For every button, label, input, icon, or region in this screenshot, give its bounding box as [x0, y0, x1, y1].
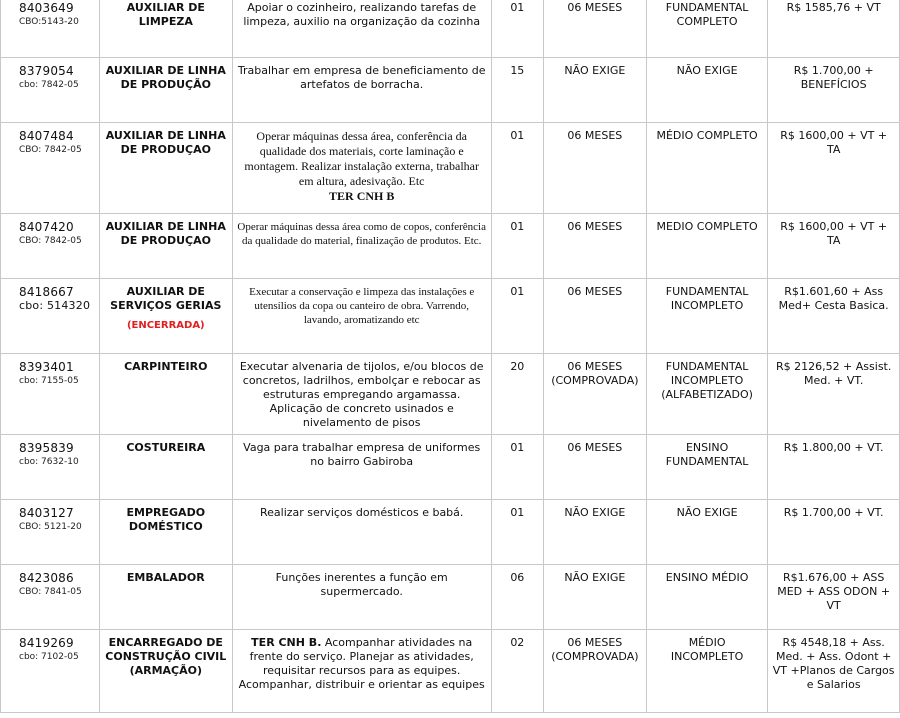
job-code-cell — [1, 354, 100, 435]
salary: R$ 4548,18 + Ass. Med. + Ass. Odont + VT +Planos de Cargos e Salarios — [768, 630, 900, 713]
education-required: FUNDAMENTAL COMPLETO — [646, 0, 767, 58]
salary: R$ 1600,00 + VT + TA — [768, 214, 900, 279]
vacancy-count: 01 — [491, 123, 543, 214]
job-code: 8379054 — [19, 64, 74, 78]
cbo-code: cbo: 7155-05 — [19, 376, 79, 386]
experience-required: 06 MESES — [543, 123, 646, 214]
cbo-code: CBO: 5121-20 — [19, 522, 82, 532]
job-title: ENCARREGADO DE CONSTRUÇÃO CIVIL (ARMAÇÃO) — [99, 630, 232, 713]
job-title: AUXILIAR DE LINHA DE PRODUÇÃO — [99, 58, 232, 123]
job-code-cell — [1, 279, 100, 354]
education-required: ENSINO MÉDIO — [646, 565, 767, 630]
experience-required: 06 MESES (COMPROVADA) — [543, 354, 646, 435]
job-description: Acompanhar atividades na frente do serviço. Planejar as atividades, requisitar recursos para as equipes. Acompanhar, distribuir e orientar as equipes — [238, 636, 485, 691]
job-code: 8403649 — [19, 1, 74, 15]
education-required: NÃO EXIGE — [646, 500, 767, 565]
vacancy-count: 01 — [491, 279, 543, 354]
job-code-cell — [1, 123, 100, 214]
job-code-cell — [1, 565, 100, 630]
table-row — [1, 435, 900, 500]
job-description: Operar máquinas dessa área, conferência da qualidade dos materiais, corte laminação e montagem. Realizar instalação externa, trabalhar em altura, adesivação. Etc — [244, 129, 479, 188]
salary: R$1.676,00 + ASS MED + ASS ODON + VT — [768, 565, 900, 630]
experience-required: NÃO EXIGE — [543, 565, 646, 630]
experience-required: 06 MESES — [543, 279, 646, 354]
education-required: ENSINO FUNDAMENTAL — [646, 435, 767, 500]
job-code-cell — [1, 435, 100, 500]
salary: R$ 1.700,00 + BENEFÍCIOS — [768, 58, 900, 123]
cbo-code: cbo: 7632-10 — [19, 457, 79, 467]
cbo-code: CBO: 7842-05 — [19, 236, 82, 246]
status-badge: (ENCERRADA) — [126, 320, 205, 331]
experience-required: 06 MESES — [543, 0, 646, 58]
job-description-cell — [232, 630, 491, 713]
job-requirement-note: TER CNH B — [329, 189, 395, 203]
job-description: Operar máquinas dessa área como de copos, conferência da qualidade do material, finalização de produtos. Etc. — [232, 214, 491, 279]
salary: R$ 1600,00 + VT + TA — [768, 123, 900, 214]
table-row — [1, 0, 900, 58]
job-title: CARPINTEIRO — [99, 354, 232, 435]
job-code-cell — [1, 214, 100, 279]
cbo-code: cbo: 7102-05 — [19, 652, 79, 662]
vacancy-count: 02 — [491, 630, 543, 713]
job-title: AUXILIAR DE LINHA DE PRODUÇAO — [99, 214, 232, 279]
vacancy-count: 06 — [491, 565, 543, 630]
vacancy-count: 20 — [491, 354, 543, 435]
table-row — [1, 565, 900, 630]
job-code-cell — [1, 58, 100, 123]
experience-required: 06 MESES — [543, 435, 646, 500]
job-code: 8403127 — [19, 506, 74, 520]
table-row — [1, 279, 900, 354]
table-row — [1, 214, 900, 279]
job-code: 8419269 — [19, 636, 74, 650]
table-row — [1, 58, 900, 123]
job-title: EMPREGADO DOMÉSTICO — [99, 500, 232, 565]
education-required: FUNDAMENTAL INCOMPLETO — [646, 279, 767, 354]
job-description: Vaga para trabalhar empresa de uniformes no bairro Gabiroba — [232, 435, 491, 500]
experience-required: NÃO EXIGE — [543, 500, 646, 565]
job-description: Funções inerentes a função em supermercado. — [232, 565, 491, 630]
job-description-cell — [232, 123, 491, 214]
job-title: AUXILIAR DE SERVIÇOS GERIAS — [110, 285, 222, 312]
vacancy-count: 01 — [491, 0, 543, 58]
salary: R$ 2126,52 + Assist. Med. + VT. — [768, 354, 900, 435]
salary: R$ 1.700,00 + VT. — [768, 500, 900, 565]
education-required: NÃO EXIGE — [646, 58, 767, 123]
vacancy-count: 01 — [491, 214, 543, 279]
job-title: EMBALADOR — [99, 565, 232, 630]
job-title-cell — [99, 279, 232, 354]
salary: R$1.601,60 + Ass Med+ Cesta Basica. — [768, 279, 900, 354]
table-row — [1, 123, 900, 214]
cbo-code: cbo: 7842-05 — [19, 80, 79, 90]
job-title: COSTUREIRA — [99, 435, 232, 500]
education-required: MÉDIO INCOMPLETO — [646, 630, 767, 713]
job-description: Apoiar o cozinheiro, realizando tarefas de limpeza, auxilio na organização da cozinha — [232, 0, 491, 58]
table-row — [1, 500, 900, 565]
job-description: Executar alvenaria de tijolos, e/ou blocos de concretos, ladrilhos, embolçar e rebocar as estruturas empregando argamassa. Aplicação de concreto usinados e nivelamento de pisos — [232, 354, 491, 435]
cbo-code: CBO:5143-20 — [19, 17, 79, 27]
education-required: MEDIO COMPLETO — [646, 214, 767, 279]
experience-required: 06 MESES (COMPROVADA) — [543, 630, 646, 713]
experience-required: 06 MESES — [543, 214, 646, 279]
job-code: 8393401 — [19, 360, 74, 374]
cbo-code: cbo: 514320 — [19, 299, 91, 312]
vacancy-count: 01 — [491, 500, 543, 565]
education-required: FUNDAMENTAL INCOMPLETO (ALFABETIZADO) — [646, 354, 767, 435]
job-code: 8395839 — [19, 441, 74, 455]
job-code: 8418667 — [19, 285, 74, 299]
experience-required: NÃO EXIGE — [543, 58, 646, 123]
table-row — [1, 630, 900, 713]
cbo-code: CBO: 7841-05 — [19, 587, 82, 597]
education-required: MÉDIO COMPLETO — [646, 123, 767, 214]
job-description: Realizar serviços domésticos e babá. — [232, 500, 491, 565]
job-title: AUXILIAR DE LIMPEZA — [99, 0, 232, 58]
job-code-cell — [1, 500, 100, 565]
job-title: AUXILIAR DE LINHA DE PRODUÇAO — [99, 123, 232, 214]
job-description: Executar a conservação e limpeza das instalações e utensílios da copa ou canteiro de obra. Varrendo, lavando, aromatizando etc — [232, 279, 491, 354]
job-code-cell — [1, 630, 100, 713]
cbo-code: CBO: 7842-05 — [19, 145, 82, 155]
job-code: 8423086 — [19, 571, 74, 585]
job-description: Trabalhar em empresa de beneficiamento de artefatos de borracha. — [232, 58, 491, 123]
job-code-cell — [1, 0, 100, 58]
vacancy-count: 15 — [491, 58, 543, 123]
vacancy-count: 01 — [491, 435, 543, 500]
job-code: 8407420 — [19, 220, 74, 234]
job-requirement-note: TER CNH B. — [251, 636, 322, 649]
salary: R$ 1.800,00 + VT. — [768, 435, 900, 500]
table-row — [1, 354, 900, 435]
job-code: 8407484 — [19, 129, 74, 143]
salary: R$ 1585,76 + VT — [768, 0, 900, 58]
